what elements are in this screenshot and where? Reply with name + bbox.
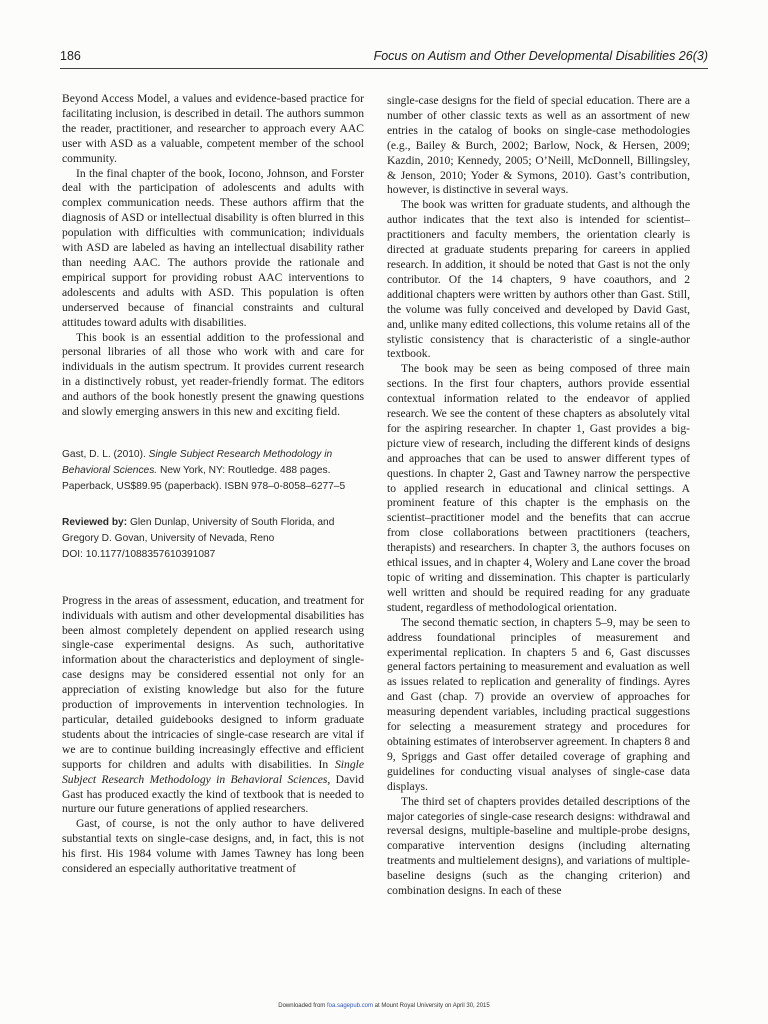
source-link[interactable]: foa.sagepub.com [326, 1003, 373, 1009]
paragraph: Progress in the areas of assessment, education, and treatment for individuals with autism and other developmental disabilities has been almost completely dependent on applied research using single-case experimental designs. As such, authoritative information about the characteristics and deployment of single-case designs may be considered essential not only for an appreciation of existing knowledge but also for the future production of improvements in intervention technologies. In particular, detailed guidebooks designed to inform graduate students about the intricacies of single-case research are vital if we are to continue building increasingly effective and efficient supports for children and adults with disabilities. In Single Subject Research Methodology in Behavioral Sciences, David Gast has produced exactly the kind of textbook that is needed to nurture our future generations of applied researchers. [62, 593, 364, 816]
paragraph: Gast, of course, is not the only author to have delivered substantial texts on single-case designs, and, in fact, this is not his first. His 1984 volume with James Tawney has long been considered an especially authoritative treatment of [62, 817, 364, 876]
book-citation [62, 447, 364, 494]
doi: DOI: 10.1177/1088357610391087 [62, 548, 216, 560]
reviewer-names: Glen Dunlap, University of South Florida, and Gregory D. Govan, University of Nevada, Reno [62, 517, 335, 545]
paragraph: The book may be seen as being composed of three main sections. In the first four chapters, authors provide essential contextual information related to the endeavor of applied research. We see the content of these chapters as absolutely vital for the aspiring researcher. In chapter 1, Gast provides a big-picture view of research, including the different kinds of designs and approaches that can be used to answer different types of questions. In chapter 2, Gast and Tawney narrow the perspective to applied research in educational and clinical settings. A prominent feature of this chapter is the emphasis on the scientist–practitioner model and the benefits that can accrue from close collaborations between practitioners (teachers, therapists) and researchers. In chapter 3, the authors focuses on ethical issues, and in chapter 4, Wolery and Lane cover the broad topic of writing and dissemination. This chapter is particularly well written and should be required reading for any graduate student, regardless of methodological orientation. [387, 362, 690, 614]
paragraph: The book was written for graduate students, and although the author indicates that the text also is intended for scientist–practitioners and faculty members, the orientation clearly is directed at graduate students preparing for careers in applied research. In addition, it should be noted that Gast is not the only contributor. Of the 14 chapters, 9 have coauthors, and 2 additional chapters were written by authors other than Gast. Still, the volume was fully conceived and developed by David Gast, and, unlike many edited collections, this volume retains all of the stylistic consistency that is characteristic of a single-author textbook. [387, 198, 690, 361]
citation-title: Single Subject Research Methodology in Behavioral Sciences. [62, 448, 333, 476]
paragraph: The second thematic section, in chapters 5–9, may be seen to address foundational principles of measurement and experimental replication. In chapters 5 and 6, Gast discusses general factors pertaining to measurement and evaluation as well as issues related to replication and generality of findings. Ayres and Gast (chap. 7) provide an overview of approaches for measuring dependent variables, including practical suggestions for selecting a measurement strategy and procedures for obtaining estimates of interobserver agreement. In chapters 8 and 9, Spriggs and Gast offer detailed coverage of graphing and guidelines for conducting visual analyses of single-case data displays. [387, 615, 690, 793]
right-column [387, 94, 690, 899]
paragraph: In the final chapter of the book, Iocono, Johnson, and Forster deal with the participation of adolescents and adults with complex communication needs. These authors affirm that the diagnosis of ASD or intellectual disability is often blurred in this population with difficulties with communication; individuals with ASD are labeled as having an intellectual disability rather than needing AAC. The authors provide the rationale and empirical support for providing robust AAC interventions to adolescents and adults with ASD. This population is often underserved because of financial constraints and cultural attitudes toward adults with disabilities. [62, 166, 364, 329]
paragraph: The third set of chapters provides detailed descriptions of the major categories of single-case research designs: withdrawal and reversal designs, multiple-baseline and multiple-probe designs, comparative intervention designs (including alternating treatments and multielement designs), and variations of multiple-baseline designs (such as the changing criterion) and combination designs. In each of these [387, 794, 690, 898]
header-rule [60, 68, 708, 69]
citation-author: Gast, D. L. (2010). [62, 448, 146, 460]
running-header [60, 49, 708, 63]
page-number: 186 [60, 49, 81, 63]
paragraph: Beyond Access Model, a values and evidence-based practice for facilitating inclusion, is described in detail. The authors summon the reader, practitioner, and researcher to approach every AAC user with ASD as a valuable, competent member of the school community. [62, 92, 364, 165]
left-column [62, 92, 364, 877]
book-title: Single Subject Research Methodology in Behavioral Sciences [62, 757, 364, 786]
paragraph: single-case designs for the field of special education. There are a number of other classic texts as well as an assortment of new entries in the catalog of books on single-case methodologies (e.g., Bailey & Burch, 2002; Barlow, Nock, & Hersen, 2009; Kazdin, 2010; Kennedy, 2005; O’Neill, McDonnell, Billingsley, & Jenson, 2010; Yoder & Symons, 2010). Gast’s contribution, however, is distinctive in several ways. [387, 94, 690, 197]
reviewed-by-label: Reviewed by: [62, 517, 128, 529]
journal-title: Focus on Autism and Other Developmental Disabilities 26(3) [373, 49, 708, 63]
paragraph: This book is an essential addition to the professional and personal libraries of all those who work with and care for individuals in the autism spectrum. It provides current research in a distinctively robust, yet reader-friendly format. The editors and authors of the book honestly present the gnawing questions and slowly emerging answers in this new and exciting field. [62, 330, 364, 419]
reviewer-block [62, 515, 364, 562]
download-footer: Downloaded from foa.sagepub.com at Mount Royal University on April 30, 2015 [278, 1003, 490, 1009]
citation-publisher: New York, NY: Routledge. 488 pages. Paperback, US$89.95 (paperback). ISBN 978–0-8058–6277–5 [62, 464, 346, 492]
